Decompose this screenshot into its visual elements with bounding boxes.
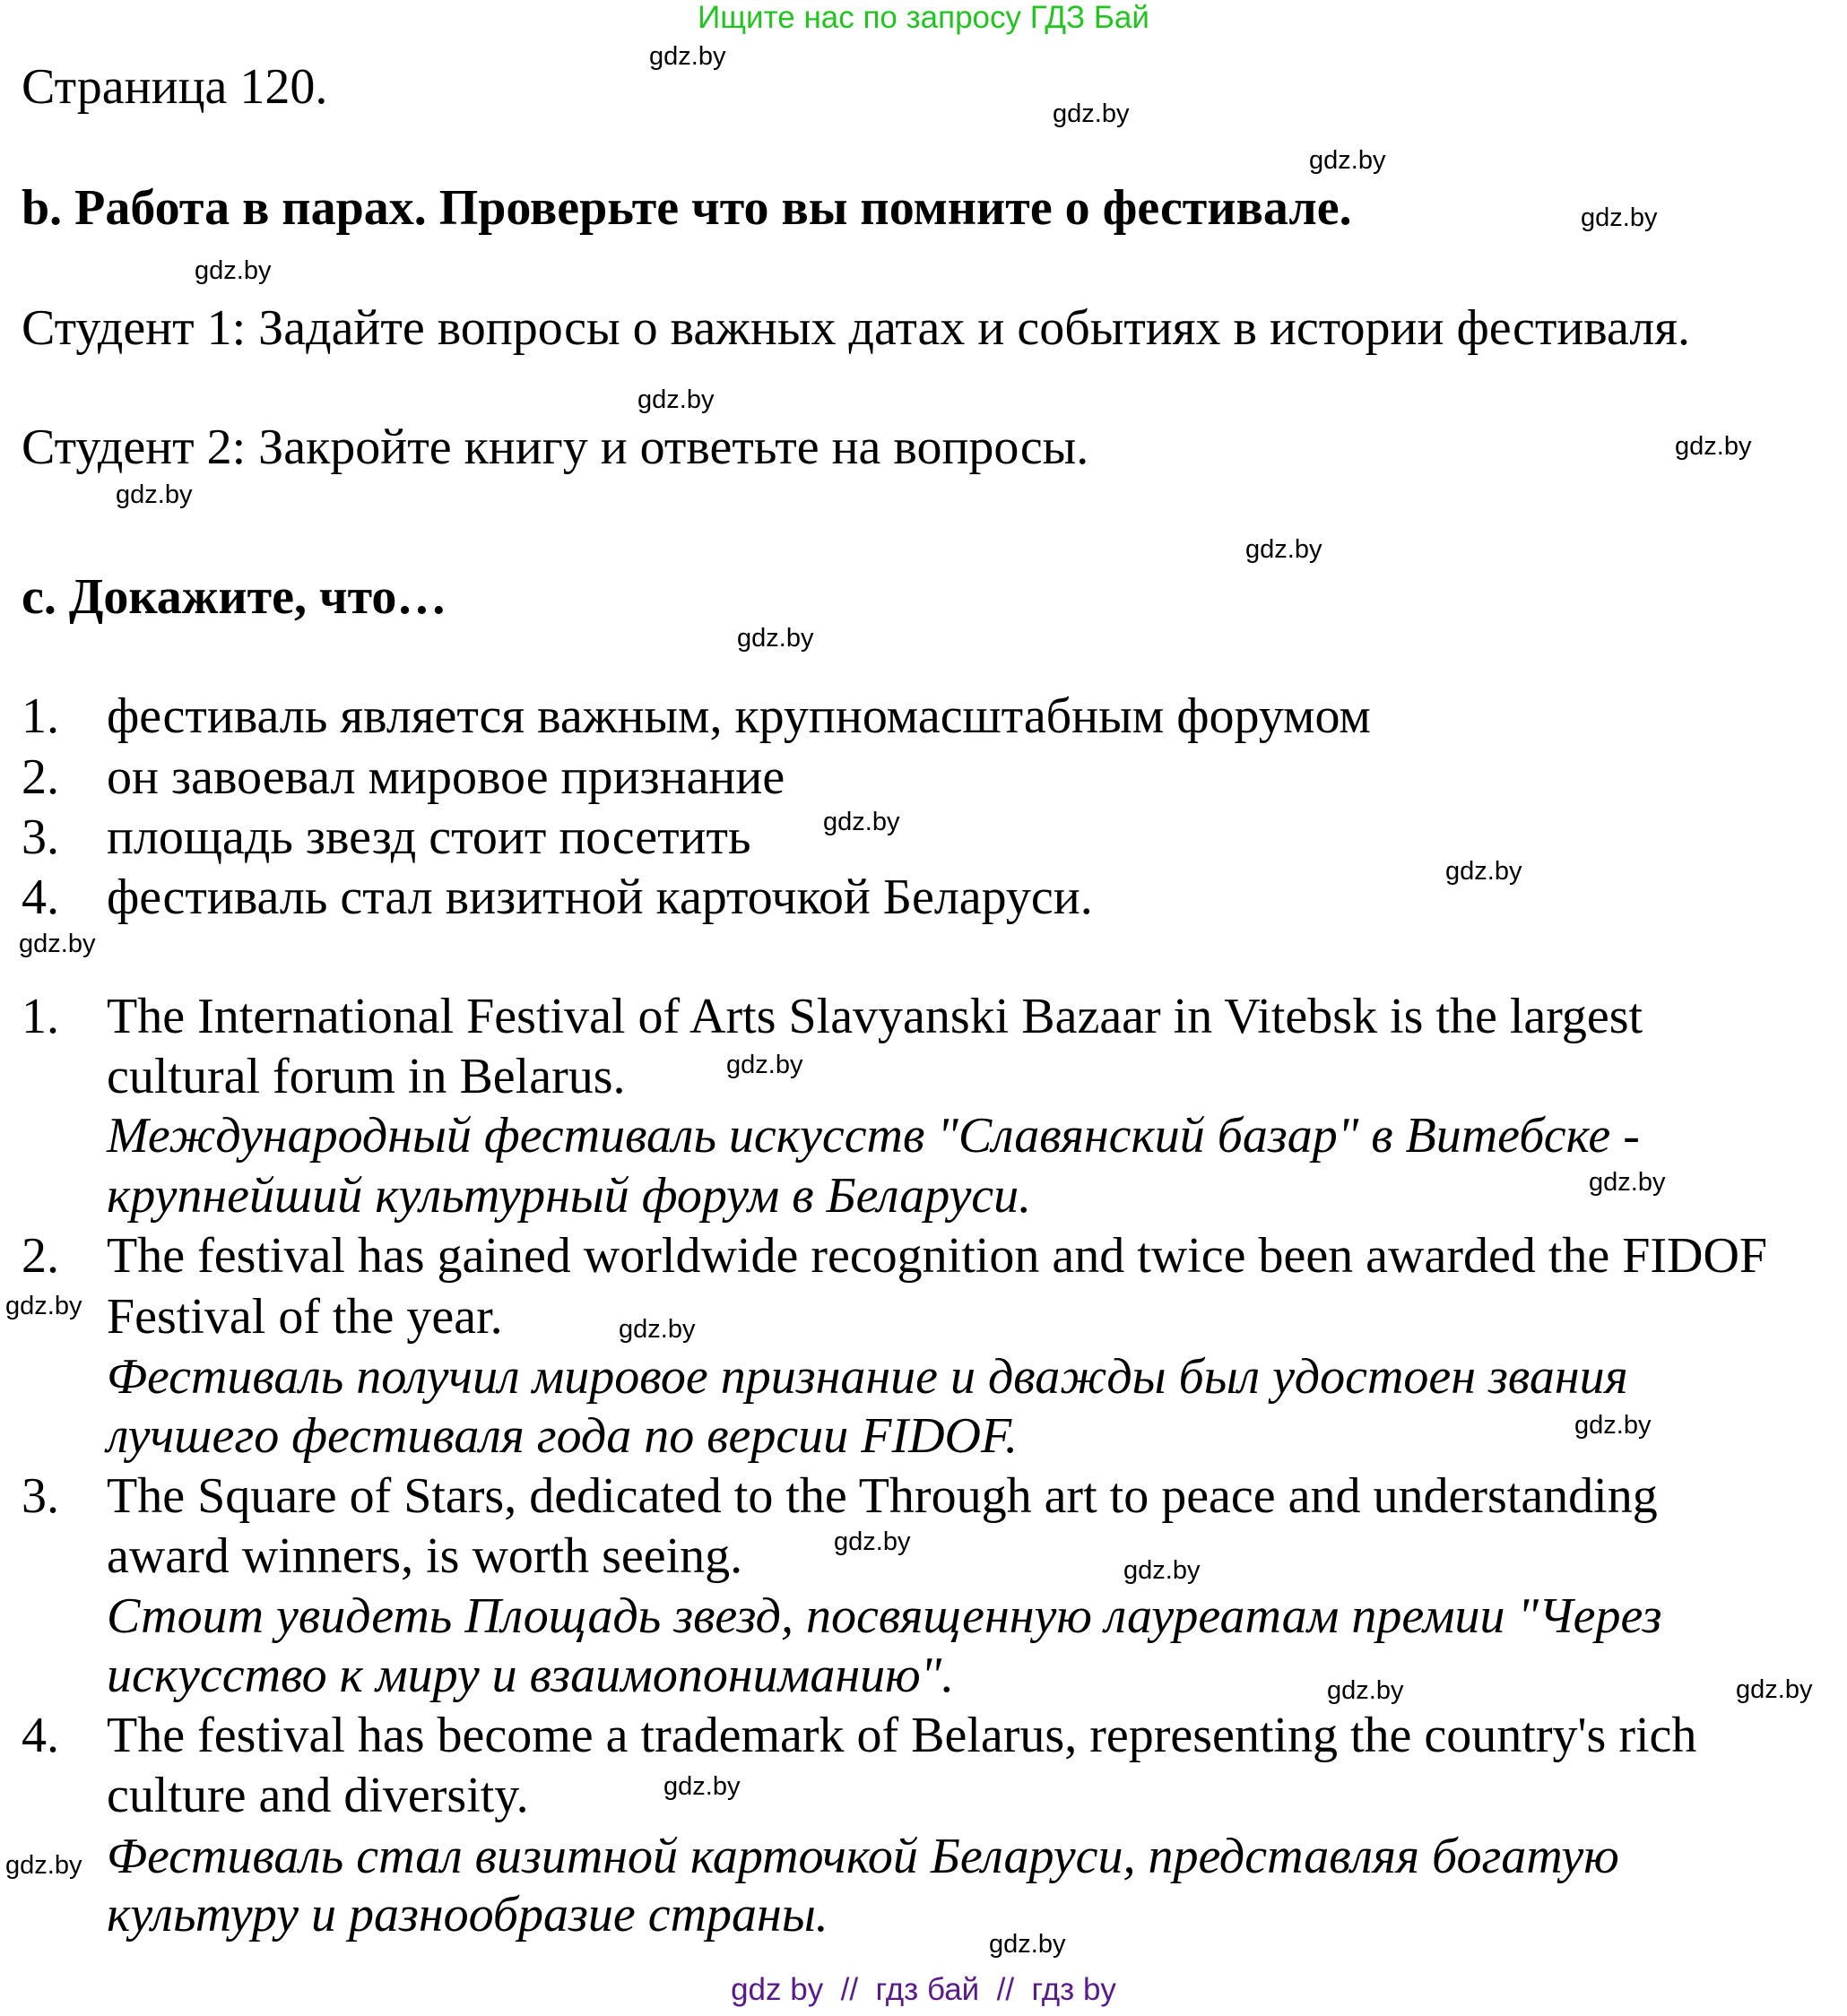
- list-item: он завоевал мировое признание: [107, 749, 785, 805]
- answer-number: 2.: [22, 1228, 59, 1284]
- answer-russian: Фестиваль стал визитной карточкой Беларуси, представляя богатую: [107, 1829, 1619, 1884]
- answer-number: 1.: [22, 989, 59, 1044]
- section-c-title: c. Докажите, что…: [22, 569, 447, 625]
- watermark: gdz.by: [637, 385, 715, 414]
- footer-links[interactable]: gdz by // гдз бай // гдз by: [731, 1972, 1116, 2007]
- answer-russian: Международный фестиваль искусств "Славянский базар" в Витебске -: [107, 1108, 1640, 1164]
- list-item: фестиваль является важным, крупномасштабным форумом: [107, 688, 1371, 744]
- watermark: gdz.by: [1736, 1675, 1813, 1704]
- answer-english: The Square of Stars, dedicated to the Through art to peace and understanding: [107, 1468, 1658, 1524]
- answer-russian: искусство к миру и взаимопониманию".: [107, 1648, 955, 1703]
- student-2-task: Студент 2: Закройте книгу и ответьте на вопросы.: [22, 420, 1089, 475]
- watermark: gdz.by: [1445, 857, 1522, 886]
- watermark: gdz.by: [663, 1772, 741, 1801]
- watermark: gdz.by: [5, 1292, 82, 1320]
- watermark: gdz.by: [19, 930, 96, 958]
- watermark: gdz.by: [195, 256, 272, 285]
- list-item: фестиваль стал визитной карточкой Беларуси.: [107, 870, 1093, 925]
- page-title: Страница 120.: [22, 59, 328, 115]
- search-hint-banner: Ищите нас по запросу ГДЗ Бай: [698, 0, 1149, 35]
- list-item-number: 4.: [22, 870, 59, 925]
- answer-english: The festival has gained worldwide recognition and twice been awarded the FIDOF: [107, 1228, 1768, 1284]
- watermark: gdz.by: [1245, 535, 1322, 564]
- watermark: gdz.by: [834, 1527, 911, 1556]
- watermark: gdz.by: [1327, 1676, 1404, 1705]
- answer-russian: культуру и разнообразие страны.: [107, 1887, 828, 1942]
- answer-english: The festival has become a trademark of Belarus, representing the country's rich: [107, 1708, 1697, 1763]
- watermark: gdz.by: [726, 1051, 803, 1079]
- watermark: gdz.by: [649, 42, 726, 71]
- answer-number: 3.: [22, 1468, 59, 1524]
- watermark: gdz.by: [989, 1930, 1066, 1959]
- answer-english: culture and diversity.: [107, 1768, 529, 1823]
- answer-english: award winners, is worth seeing.: [107, 1528, 743, 1584]
- student-1-task: Студент 1: Задайте вопросы о важных датах и событиях в истории фестиваля.: [22, 300, 1691, 356]
- list-item-number: 2.: [22, 749, 59, 805]
- answer-russian: лучшего фестиваля года по версии FIDOF.: [107, 1408, 1018, 1464]
- list-item: площадь звезд стоит посетить: [107, 809, 751, 865]
- list-item-number: 3.: [22, 809, 59, 865]
- watermark: gdz.by: [5, 1851, 82, 1880]
- watermark: gdz.by: [1589, 1168, 1666, 1197]
- watermark: gdz.by: [1309, 146, 1386, 175]
- watermark: gdz.by: [823, 808, 900, 836]
- answer-english: Festival of the year.: [107, 1289, 503, 1345]
- watermark: gdz.by: [1675, 432, 1752, 461]
- watermark: gdz.by: [1123, 1556, 1201, 1585]
- watermark: gdz.by: [619, 1315, 696, 1344]
- watermark: gdz.by: [737, 624, 814, 653]
- answer-english: The International Festival of Arts Slavyanski Bazaar in Vitebsk is the largest: [107, 989, 1643, 1044]
- section-b-title: b. Работа в парах. Проверьте что вы помните о фестивале.: [22, 180, 1352, 236]
- answer-russian: Стоит увидеть Площадь звезд, посвященную лауреатам премии "Через: [107, 1588, 1662, 1644]
- watermark: gdz.by: [1053, 100, 1130, 128]
- answer-russian: Фестиваль получил мировое признание и дважды был удостоен звания: [107, 1349, 1628, 1405]
- watermark: gdz.by: [116, 480, 193, 509]
- watermark: gdz.by: [1581, 203, 1658, 232]
- watermark: gdz.by: [1574, 1411, 1652, 1440]
- list-item-number: 1.: [22, 688, 59, 744]
- answer-english: cultural forum in Belarus.: [107, 1049, 626, 1104]
- answer-russian: крупнейший культурный форум в Беларуси.: [107, 1168, 1032, 1224]
- answer-number: 4.: [22, 1708, 59, 1763]
